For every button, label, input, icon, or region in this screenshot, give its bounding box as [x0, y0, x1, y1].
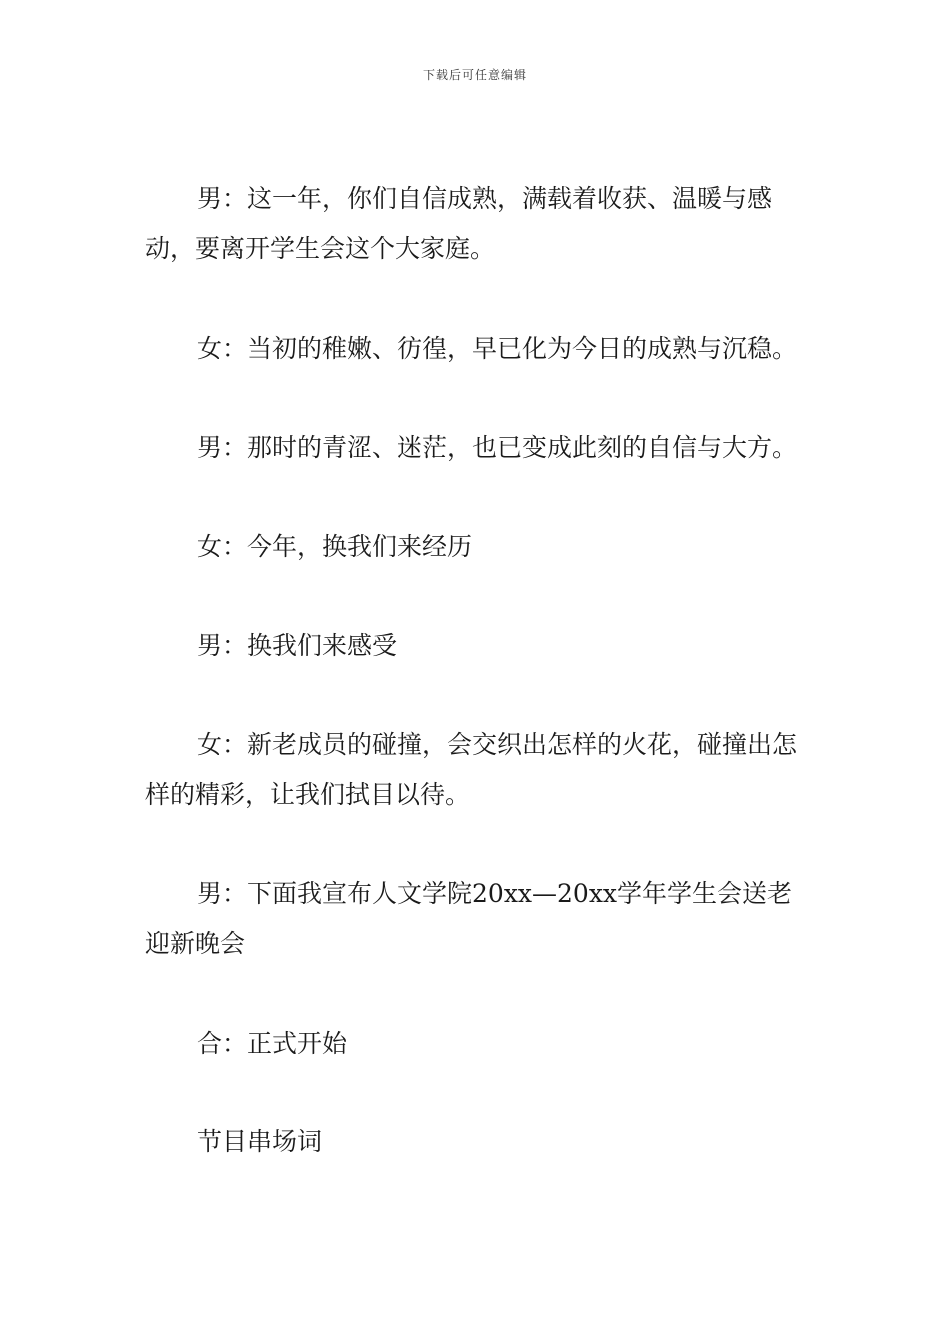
paragraph-7: 男：下面我宣布人文学院20xx—20xx学年学生会送老迎新晚会: [145, 879, 793, 958]
paragraph-1: 男：这一年，你们自信成熟，满载着收获、温暖与感动，要离开学生会这个大家庭。: [145, 184, 773, 263]
paragraph-2: 女：当初的稚嫩、彷徨，早已化为今日的成熟与沉稳。: [197, 334, 798, 363]
paragraph-9: 节目串场词: [197, 1127, 323, 1156]
paragraph-4: 女：今年，换我们来经历: [197, 532, 473, 561]
paragraph-3: 男：那时的青涩、迷茫，也已变成此刻的自信与大方。: [197, 433, 798, 462]
paragraph-8: 合：正式开始: [197, 1029, 348, 1058]
paragraph-5: 男：换我们来感受: [197, 631, 398, 660]
paragraph-6: 女：新老成员的碰撞，会交织出怎样的火花，碰撞出怎样的精彩，让我们拭目以待。: [145, 730, 798, 809]
header-note: 下载后可任意编辑: [422, 68, 527, 82]
